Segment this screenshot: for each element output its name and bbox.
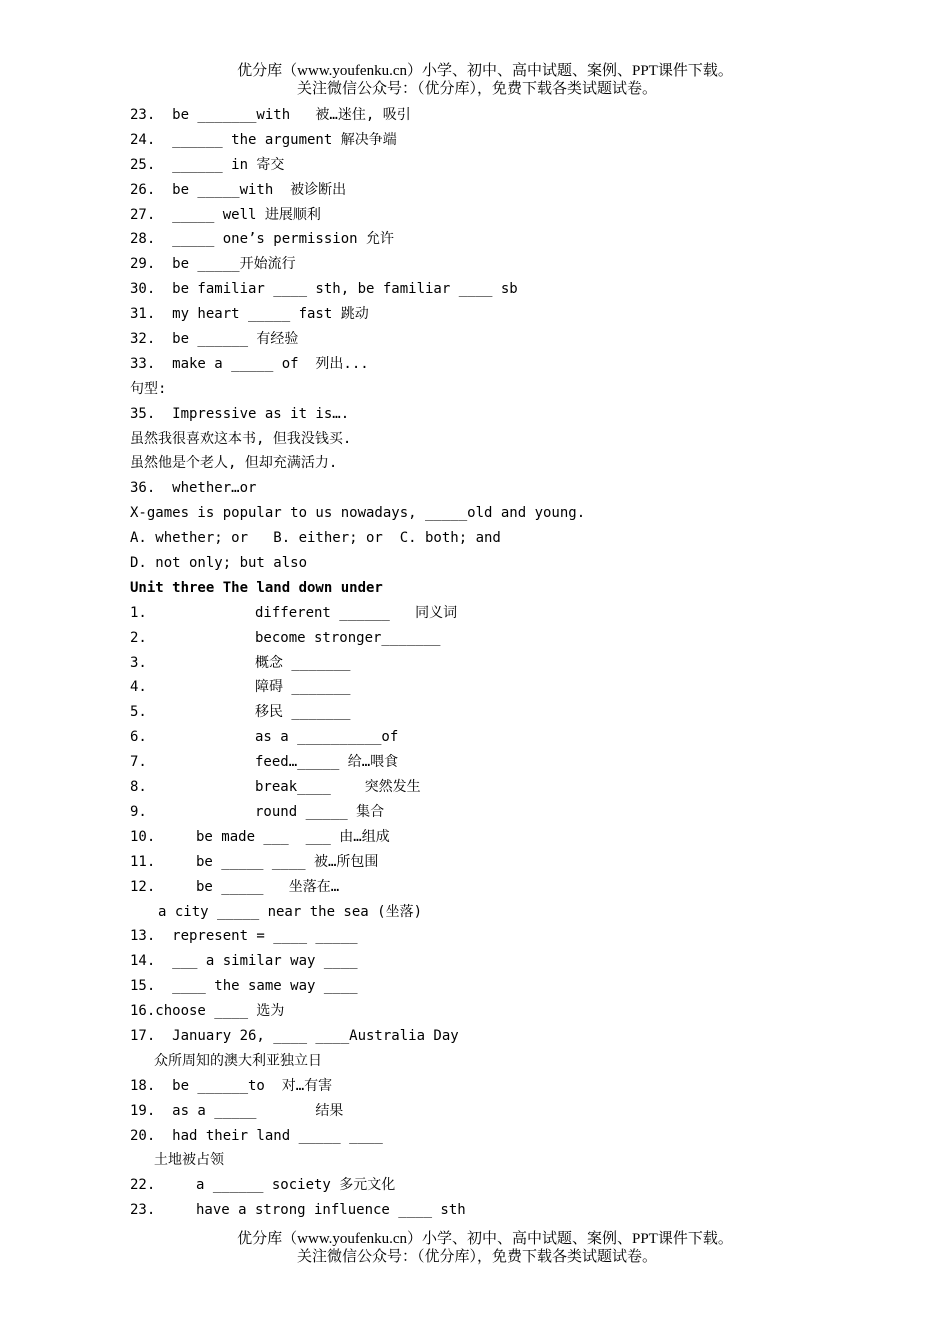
list-item-number: 2. (130, 629, 147, 646)
list-item-text: 概念 _______ (255, 654, 351, 671)
item-36-option-d: D. not only; but also (130, 555, 308, 572)
list-item-text: be _____ 坐落在… (196, 878, 340, 895)
item-20-note: 土地被占领 (154, 1152, 224, 1169)
list-item-text: round _____ 集合 (255, 803, 385, 820)
list-item (130, 725, 890, 750)
header-line-1: 优分库（www.youfenku.cn）小学、初中、高中试题、案例、PPT课件下载。 (237, 63, 733, 79)
item-31: 31. my heart _____ fast 跳动 (130, 306, 369, 323)
item-25: 25. ______ in 寄交 (130, 156, 285, 173)
footer-line-2: 关注微信公众号：（优分库），免费下载各类试题试卷。 (296, 1249, 657, 1265)
list-item (130, 800, 890, 825)
list-item-number: 23. (130, 1202, 156, 1219)
item-35-example-1: 虽然我很喜欢这本书, 但我没钱买. (130, 430, 352, 447)
item-36-options: A. whether; or B. either; or C. both; and (130, 530, 501, 547)
list-item (130, 1198, 890, 1223)
list-item (130, 601, 890, 626)
item-18: 18. be ______to 对…有害 (130, 1077, 333, 1094)
list-item-number: 7. (130, 754, 147, 771)
list-item (130, 700, 890, 725)
list-item-text: be _____ ____ 被…所包围 (196, 853, 379, 870)
item-24: 24. ______ the argument 解决争端 (130, 131, 397, 148)
list-item-text: have a strong influence ____ sth (196, 1202, 466, 1219)
list-item (130, 825, 890, 850)
sentence-pattern-label: 句型: (130, 380, 167, 397)
item-32: 32. be ______ 有经验 (130, 331, 299, 348)
item-20: 20. had their land _____ ____ (130, 1127, 383, 1144)
item-27: 27. _____ well 进展顺利 (130, 206, 321, 223)
list-item-number: 5. (130, 704, 147, 721)
list-item-text: break____ 突然发生 (255, 779, 421, 796)
list-item-text: different ______ 同义词 (255, 604, 458, 621)
item-33: 33. make a _____ of 列出... (130, 355, 369, 372)
page-footer (0, 1230, 950, 1266)
list-item-number: 3. (130, 654, 147, 671)
list-item-text: a ______ society 多元文化 (196, 1177, 396, 1194)
unit-title: Unit three The land down under (130, 579, 383, 596)
list-item (130, 775, 890, 800)
item-29: 29. be _____开始流行 (130, 256, 296, 273)
item-17: 17. January 26, ____ ____Australia Day (130, 1027, 459, 1044)
page-header (0, 62, 950, 98)
item-12-example: a city _____ near the sea (坐落) (158, 903, 423, 920)
list-item-number: 22. (130, 1177, 156, 1194)
list-item-number: 4. (130, 679, 147, 696)
item-35-example-2: 虽然他是个老人, 但却充满活力. (130, 455, 338, 472)
item-23: 23. be _______with 被…迷住, 吸引 (130, 107, 411, 123)
list-item-text: as a __________of (255, 729, 399, 746)
list-item (130, 675, 890, 700)
list-item (130, 850, 890, 875)
list-item (130, 1173, 890, 1198)
list-item-number: 9. (130, 803, 147, 820)
list-item-number: 12. (130, 878, 156, 895)
item-28: 28. _____ one’s permission 允许 (130, 231, 395, 248)
item-26: 26. be _____with 被诊断出 (130, 181, 347, 198)
document-body (130, 103, 890, 1223)
item-36: 36. whether…or (130, 480, 257, 497)
list-item-text: 障碍 _______ (255, 679, 351, 696)
list-item-number: 11. (130, 853, 156, 870)
item-15: 15. ____ the same way ____ (130, 978, 358, 995)
list-item-text: 移民 _______ (255, 704, 351, 721)
list-item-number: 10. (130, 828, 156, 845)
item-13: 13. represent = ____ _____ (130, 928, 358, 945)
list-item-text: feed…_____ 给…喂食 (255, 754, 399, 771)
item-30: 30. be familiar ____ sth, be familiar ____ sb (130, 281, 518, 298)
list-item-number: 1. (130, 604, 147, 621)
item-16: 16.choose ____ 选为 (130, 1003, 285, 1020)
list-item-text: become stronger_______ (255, 629, 441, 646)
item-19: 19. as a _____ 结果 (130, 1102, 344, 1119)
footer-line-1: 优分库（www.youfenku.cn）小学、初中、高中试题、案例、PPT课件下载。 (237, 1231, 733, 1247)
header-line-2: 关注微信公众号：（优分库），免费下载各类试题试卷。 (296, 81, 657, 97)
list-item (130, 651, 890, 676)
list-item-text: be made ___ ___ 由…组成 (196, 828, 390, 845)
item-14: 14. ___ a similar way ____ (130, 953, 358, 970)
item-17-note: 众所周知的澳大利亚独立日 (154, 1052, 322, 1069)
list-item-number: 6. (130, 729, 147, 746)
list-item (130, 875, 890, 900)
list-item (130, 626, 890, 651)
list-item (130, 750, 890, 775)
list-item-number: 8. (130, 779, 147, 796)
item-35: 35. Impressive as it is…. (130, 405, 350, 422)
item-36-question: X-games is popular to us nowadays, _____old and young. (130, 505, 586, 522)
